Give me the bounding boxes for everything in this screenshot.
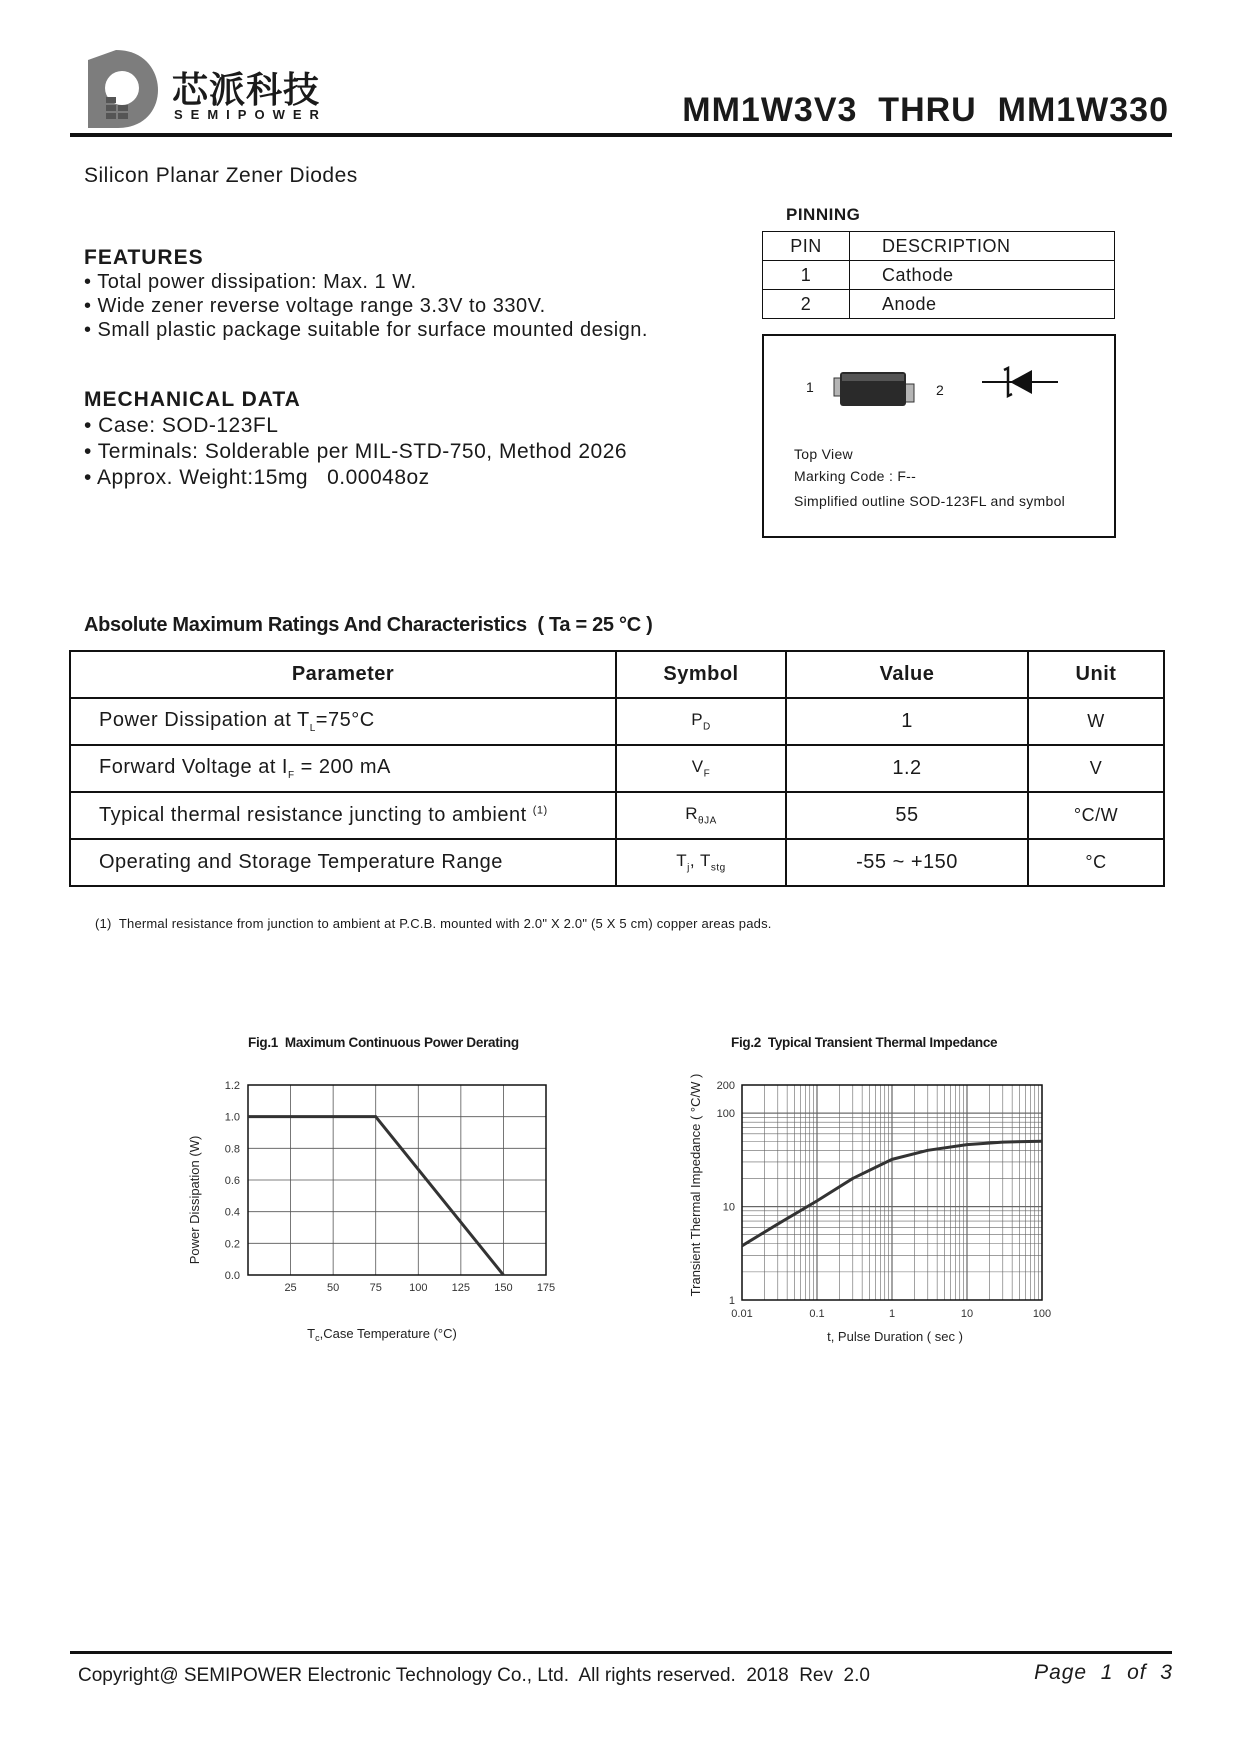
feature-item: • Total power dissipation: Max. 1 W.: [84, 271, 417, 293]
value-cell: 1.2: [786, 745, 1028, 792]
pin-number: 1: [763, 261, 850, 290]
fig2-y-tick-label: 100: [716, 1108, 735, 1121]
mechanical-item: • Approx. Weight:15mg 0.00048oz: [84, 466, 430, 489]
feature-item: • Wide zener reverse voltage range 3.3V to 330V.: [84, 295, 546, 317]
table-row: [763, 261, 1115, 290]
fig2-x-tick-label: 0.01: [731, 1308, 753, 1320]
fig2-x-tick-label: 10: [960, 1308, 974, 1320]
features-heading: FEATURES: [84, 246, 204, 269]
fig1-chart: [180, 1060, 560, 1350]
zener-symbol-icon: [980, 362, 1060, 402]
pin-number: 2: [763, 290, 850, 319]
fig1-x-tick-label: 125: [451, 1282, 471, 1294]
fig2-chart: [680, 1040, 1080, 1350]
value-cell: -55 ~ +150: [786, 839, 1028, 886]
symbol-cell: $R_{\theta JA}$: [616, 792, 786, 839]
brand-name-en: SEMIPOWER: [174, 107, 327, 122]
pin-description: Anode: [850, 290, 1115, 319]
document-title: MM1W3V3 THRU MM1W330: [682, 91, 1169, 129]
copyright: Copyright@ SEMIPOWER Electronic Technology Co., Ltd. All rights reserved. 2018 Rev 2.0: [78, 1665, 870, 1686]
pin2-label: 2: [936, 382, 945, 398]
package-drawing: [832, 366, 932, 416]
fig1-x-tick-label: 50: [327, 1282, 340, 1294]
footer-rule: [70, 1651, 1172, 1654]
outline-caption: Simplified outline SOD-123FL and symbol: [794, 493, 1066, 509]
fig1-x-tick-label: 75: [369, 1282, 382, 1294]
brand-name-cn: 芯派科技: [172, 70, 321, 111]
page-number: Page 1 of 3: [1034, 1661, 1173, 1684]
table-row: [70, 745, 1164, 792]
top-view-label: Top View: [794, 446, 853, 462]
fig2-y-tick-label: 10: [722, 1201, 735, 1214]
fig1-x-tick-label: 25: [284, 1282, 297, 1294]
fig2-y-tick-label: 200: [716, 1080, 735, 1092]
ratings-table: [69, 650, 1165, 887]
description-col-header: DESCRIPTION: [850, 232, 1115, 261]
footnote: (1) Thermal resistance from junction to ambient at P.C.B. mounted with 2.0" X 2.0" (5 X 5 cm) copper areas pads.: [95, 916, 772, 931]
table-row: [70, 839, 1164, 886]
pin-col-header: PIN: [763, 232, 850, 261]
subtitle: Silicon Planar Zener Diodes: [84, 164, 358, 187]
fig2-y-axis-label: Transient Thermal Impedance ( °C/W ): [688, 1073, 703, 1297]
mechanical-list: [84, 413, 627, 491]
fig2-y-tick-label: 1: [728, 1295, 735, 1307]
fig1-y-tick-label: 0.8: [224, 1143, 240, 1156]
package-outline-box: [762, 334, 1116, 538]
features-list: [84, 270, 648, 342]
footnote-ref: (1): [532, 804, 548, 817]
parameter-cell: Operating and Storage Temperature Range: [70, 839, 616, 886]
symbol-cell: $V_F$: [616, 745, 786, 792]
value-col-header: Value: [786, 651, 1028, 698]
fig2-x-tick-label: 0.1: [809, 1308, 825, 1320]
fig2-x-tick-label: 100: [1032, 1308, 1052, 1320]
fig2-x-axis-label: t, Pulse Duration ( sec ): [827, 1329, 963, 1344]
unit-col-header: Unit: [1028, 651, 1164, 698]
pin-description: Cathode: [850, 261, 1115, 290]
fig2-title: Fig.2 Typical Transient Thermal Impedance: [731, 1035, 998, 1050]
table-row: [70, 698, 1164, 745]
fig1-x-tick-label: 150: [494, 1282, 513, 1294]
parameter-cell: Typical thermal resistance juncting to ambient $^{(1)}$: [70, 792, 616, 839]
symbol-cell: $T_j$, $T_{stg}$: [616, 839, 786, 886]
table-row: [763, 290, 1115, 319]
unit-cell: °C: [1028, 839, 1164, 886]
unit-cell: W: [1028, 698, 1164, 745]
pinning-heading: PINNING: [786, 205, 861, 224]
pin1-label: 1: [806, 379, 815, 395]
fig1-title: Fig.1 Maximum Continuous Power Derating: [248, 1035, 519, 1050]
fig1-x-axis-label: $T_c,Case$ Temperature (°C): [307, 1326, 457, 1343]
feature-item: • Small plastic package suitable for surface mounted design.: [84, 319, 648, 341]
mechanical-heading: MECHANICAL DATA: [84, 388, 301, 411]
mechanical-item: • Terminals: Solderable per MIL-STD-750, Method 2026: [84, 440, 628, 463]
value-cell: 55: [786, 792, 1028, 839]
fig1-y-tick-label: 0.0: [224, 1270, 240, 1282]
fig1-y-tick-label: 0.6: [224, 1175, 240, 1187]
table-row: [70, 792, 1164, 839]
value-cell: 1: [786, 698, 1028, 745]
marking-code: Marking Code : F--: [794, 468, 917, 484]
header-rule: [70, 133, 1172, 137]
ratings-heading: Absolute Maximum Ratings And Characteristics ( Ta = 25 °C ): [84, 614, 653, 636]
parameter-cell: Forward Voltage at $I_F = 200$ mA: [70, 745, 616, 792]
brand-logo: [88, 50, 158, 128]
pinning-table: [762, 231, 1115, 319]
symbol-cell: $P_D$: [616, 698, 786, 745]
fig1-x-tick-label: 100: [409, 1282, 428, 1294]
parameter-cell: Power Dissipation at $T_L=75^\circ C$: [70, 698, 616, 745]
fig1-y-tick-label: 0.2: [224, 1238, 240, 1251]
symbol-col-header: Symbol: [616, 651, 786, 698]
fig2-x-tick-label: 1: [888, 1308, 896, 1320]
fig1-y-tick-label: 1.2: [224, 1080, 240, 1092]
parameter-col-header: Parameter: [70, 651, 616, 698]
unit-cell: V: [1028, 745, 1164, 792]
fig1-y-tick-label: 1.0: [224, 1111, 240, 1124]
mechanical-item: • Case: SOD-123FL: [84, 414, 279, 437]
unit-cell: °C/W: [1028, 792, 1164, 839]
fig1-y-tick-label: 0.4: [224, 1206, 240, 1219]
fig1-y-axis-label: Power Dissipation (W): [187, 1135, 202, 1265]
fig1-x-tick-label: 175: [536, 1282, 556, 1294]
